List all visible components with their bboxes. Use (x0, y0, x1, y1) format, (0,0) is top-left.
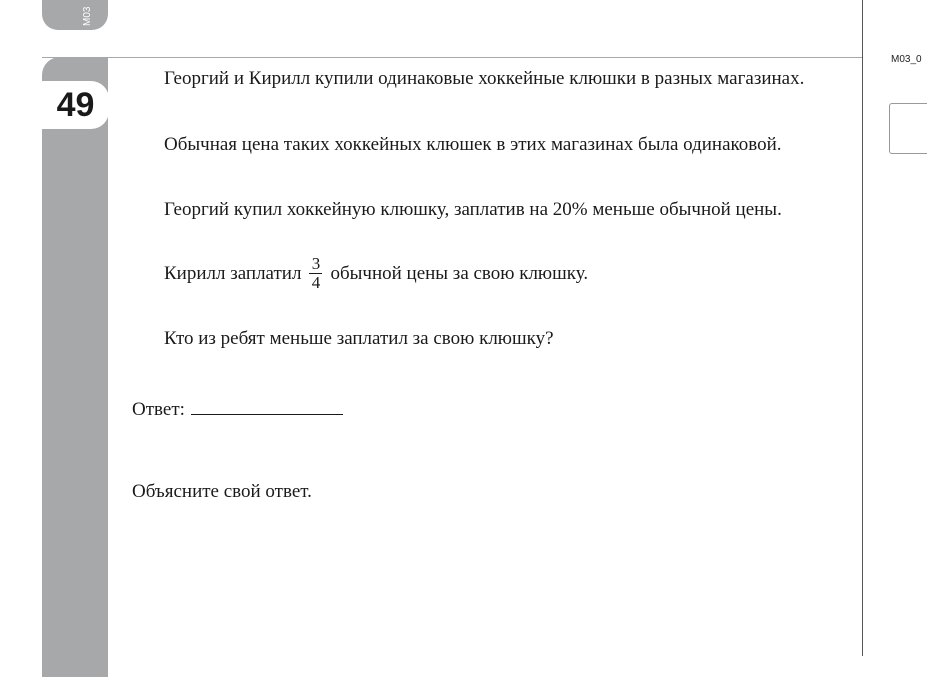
paragraph-1: Георгий и Кирилл купили одинаковые хоккейные клюшки в разных магазинах. (164, 68, 805, 89)
fraction (309, 255, 322, 292)
right-divider (862, 0, 863, 656)
question-prompt: Кто из ребят меньше заплатил за свою клюшку? (164, 328, 554, 349)
fraction-numerator: 3 (311, 254, 321, 273)
header-divider (42, 57, 862, 58)
paragraph-2: Обычная цена таких хоккейных клюшек в этих магазинах была одинаковой. (164, 134, 782, 155)
answer-label: Ответ: (132, 399, 185, 420)
answer-row (132, 397, 343, 422)
score-box[interactable] (889, 103, 927, 154)
paragraph-4 (164, 255, 810, 292)
question-number: 49 (42, 81, 109, 129)
kirill-suffix: обычной цены за свою клюшку. (330, 262, 589, 284)
left-margin-bar (42, 57, 108, 677)
answer-field[interactable] (191, 397, 343, 415)
top-tab-code: M03 (82, 6, 93, 26)
kirill-prefix: Кирилл заплатил (164, 262, 302, 284)
paragraph-3: Георгий купил хоккейную клюшку, заплатив на 20% меньше обычной цены. (164, 199, 782, 220)
side-code-label: M03_0 (891, 54, 922, 65)
fraction-denominator: 4 (311, 273, 321, 292)
explain-label: Объясните свой ответ. (132, 481, 312, 502)
top-tab (42, 0, 108, 30)
